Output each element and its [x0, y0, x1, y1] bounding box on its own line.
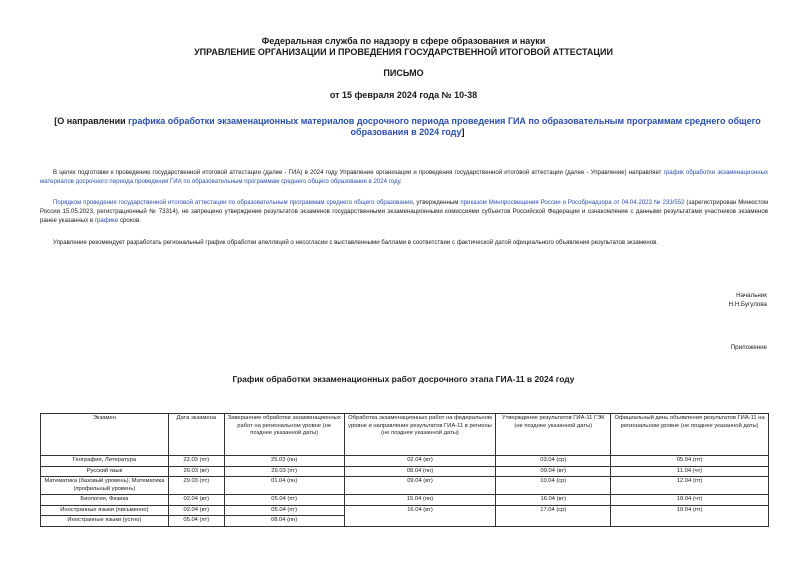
cell-regional: 29.03 (пт): [224, 466, 344, 477]
table-row: [41, 495, 769, 506]
cell-announce: 12.04 (пт): [611, 477, 769, 495]
cell-regional: 25.03 (пн): [224, 456, 344, 467]
header-exam: Экзамен: [41, 414, 169, 456]
header-federal-processing: Обработка экзаменационных работ на федеральном уровне и направление результатов ГИА-11 в регионы (не позднее указанной даты): [344, 414, 496, 456]
cell-regional: 01.04 (пн): [224, 477, 344, 495]
p2-text-2: (зарегистрирован Минюстом России 15.05.2023, регистрационный № 73314), не запрещено утверждение результатов экзаменов государственными экзаменационными комиссиями субъектов Российской Федерации и ознакомление с данными результатами участников экзаменов ранее указанных в: [40, 199, 768, 224]
table-title: График обработки экзаменационных работ досрочного этапа ГИА-11 в 2024 году: [232, 374, 575, 384]
cell-federal: 09.04 (вт): [344, 477, 496, 495]
subject-suffix: ]: [461, 127, 465, 137]
cell-federal: 16.04 (вт): [344, 505, 496, 526]
cell-date: 26.03 (вт): [168, 466, 224, 477]
cell-regional: 05.04 (пт): [224, 495, 344, 506]
agency-name: Федеральная служба по надзору в сфере образования и науки: [261, 36, 546, 46]
cell-date: 05.04 (пт): [168, 516, 224, 527]
p2-text-1: , утвержденным: [412, 199, 461, 206]
cell-exam: Математика (базовый уровень), Математика (профильный уровень): [41, 477, 169, 495]
subject-schedule-link[interactable]: графика обработки экзаменационных материалов досрочного периода проведения ГИА по образовательным программам среднего общего образования в 2024 году: [128, 116, 761, 137]
cell-gek: 09.04 (вт): [496, 466, 611, 477]
cell-gek: 03.04 (ср): [496, 456, 611, 467]
cell-date: 29.03 (пт): [168, 477, 224, 495]
cell-federal: 08.04 (пн): [344, 466, 496, 477]
p1-text: В целях подготовки к проведению государственной итоговой аттестации (далее - ГИА) в 2024 году Управление организации и проведения государственной итоговой аттестации (далее - Управление) направляет: [53, 169, 664, 176]
cell-exam: География, Литература: [41, 456, 169, 467]
document-subject: [50, 116, 765, 138]
signatory-name: Н.Н.Бугулова: [728, 301, 767, 308]
p2-order-link[interactable]: приказом Минпросвещения России и Рособрнадзора от 04.04.2023 № 233/552: [460, 199, 685, 206]
p2-schedule-link[interactable]: графике: [94, 217, 119, 224]
document-type: ПИСЬМО: [383, 68, 424, 78]
table-row: [41, 456, 769, 467]
signatory-position: Начальник: [736, 292, 767, 299]
cell-federal: 02.04 (вт): [344, 456, 496, 467]
header-gek-approval: Утверждение результатов ГИА-11 ГЭК (не позднее указанной даты): [496, 414, 611, 456]
cell-announce: 18.04 (чт): [611, 495, 769, 506]
p2-text-3: сроков.: [118, 217, 141, 224]
table-row: [41, 477, 769, 495]
paragraph-recommendation: Управление рекомендует разработать региональный график обработки апелляций о несогласии с выставленными баллами в соответствии с фактической датой официального объявления результатов экзаменов.: [53, 239, 659, 246]
cell-exam: Русский язык: [41, 466, 169, 477]
cell-regional: 08.04 (пн): [224, 516, 344, 527]
appendix-label: Приложение: [730, 344, 767, 351]
department-name: УПРАВЛЕНИЕ ОРГАНИЗАЦИИ И ПРОВЕДЕНИЯ ГОСУДАРСТВЕННОЙ ИТОГОВОЙ АТТЕСТАЦИИ: [194, 47, 613, 57]
cell-exam: Биология, Физика: [41, 495, 169, 506]
table-row: [41, 505, 769, 516]
header-announcement: Официальный день объявления результатов ГИА-11 на региональном уровне (не позднее указанной даты): [611, 414, 769, 456]
cell-announce: 05.04 (пт): [611, 456, 769, 467]
header-regional-processing: Завершение обработки экзаменационных работ на региональном уровне (не позднее указанной даты): [224, 414, 344, 456]
table-row: [41, 466, 769, 477]
paragraph-intro: [40, 168, 768, 186]
cell-exam: Иностранные языки (устно): [41, 516, 169, 527]
p1-end: .: [400, 178, 402, 185]
cell-regional: 05.04 (пт): [224, 505, 344, 516]
table-header-row: [41, 414, 769, 456]
cell-gek: 16.04 (вт): [496, 495, 611, 506]
cell-announce: 11.04 (чт): [611, 466, 769, 477]
subject-prefix: [О направлении: [54, 116, 129, 126]
p2-procedure-link[interactable]: Порядком проведения государственной итоговой аттестации по образовательным программам среднего общего образования: [53, 199, 413, 206]
cell-date: 22.03 (пт): [168, 456, 224, 467]
schedule-table: [40, 413, 769, 527]
header-exam-date: Дата экзамена: [168, 414, 224, 456]
cell-date: 02.04 (вт): [168, 505, 224, 516]
cell-federal: 15.04 (пн): [344, 495, 496, 506]
p1-schedule-link[interactable]: график обработки экзаменационных материалов досрочного периода проведения ГИА по образовательным программам среднего общего образования в 2024 году: [40, 169, 768, 185]
cell-exam: Иностранные языки (письменно): [41, 505, 169, 516]
cell-announce: 19.04 (пт): [611, 505, 769, 526]
cell-date: 02.04 (вт): [168, 495, 224, 506]
cell-gek: 17.04 (ср): [496, 505, 611, 526]
paragraph-procedure: [40, 198, 768, 225]
cell-gek: 10.04 (ср): [496, 477, 611, 495]
document-date: от 15 февраля 2024 года № 10-38: [329, 90, 478, 100]
